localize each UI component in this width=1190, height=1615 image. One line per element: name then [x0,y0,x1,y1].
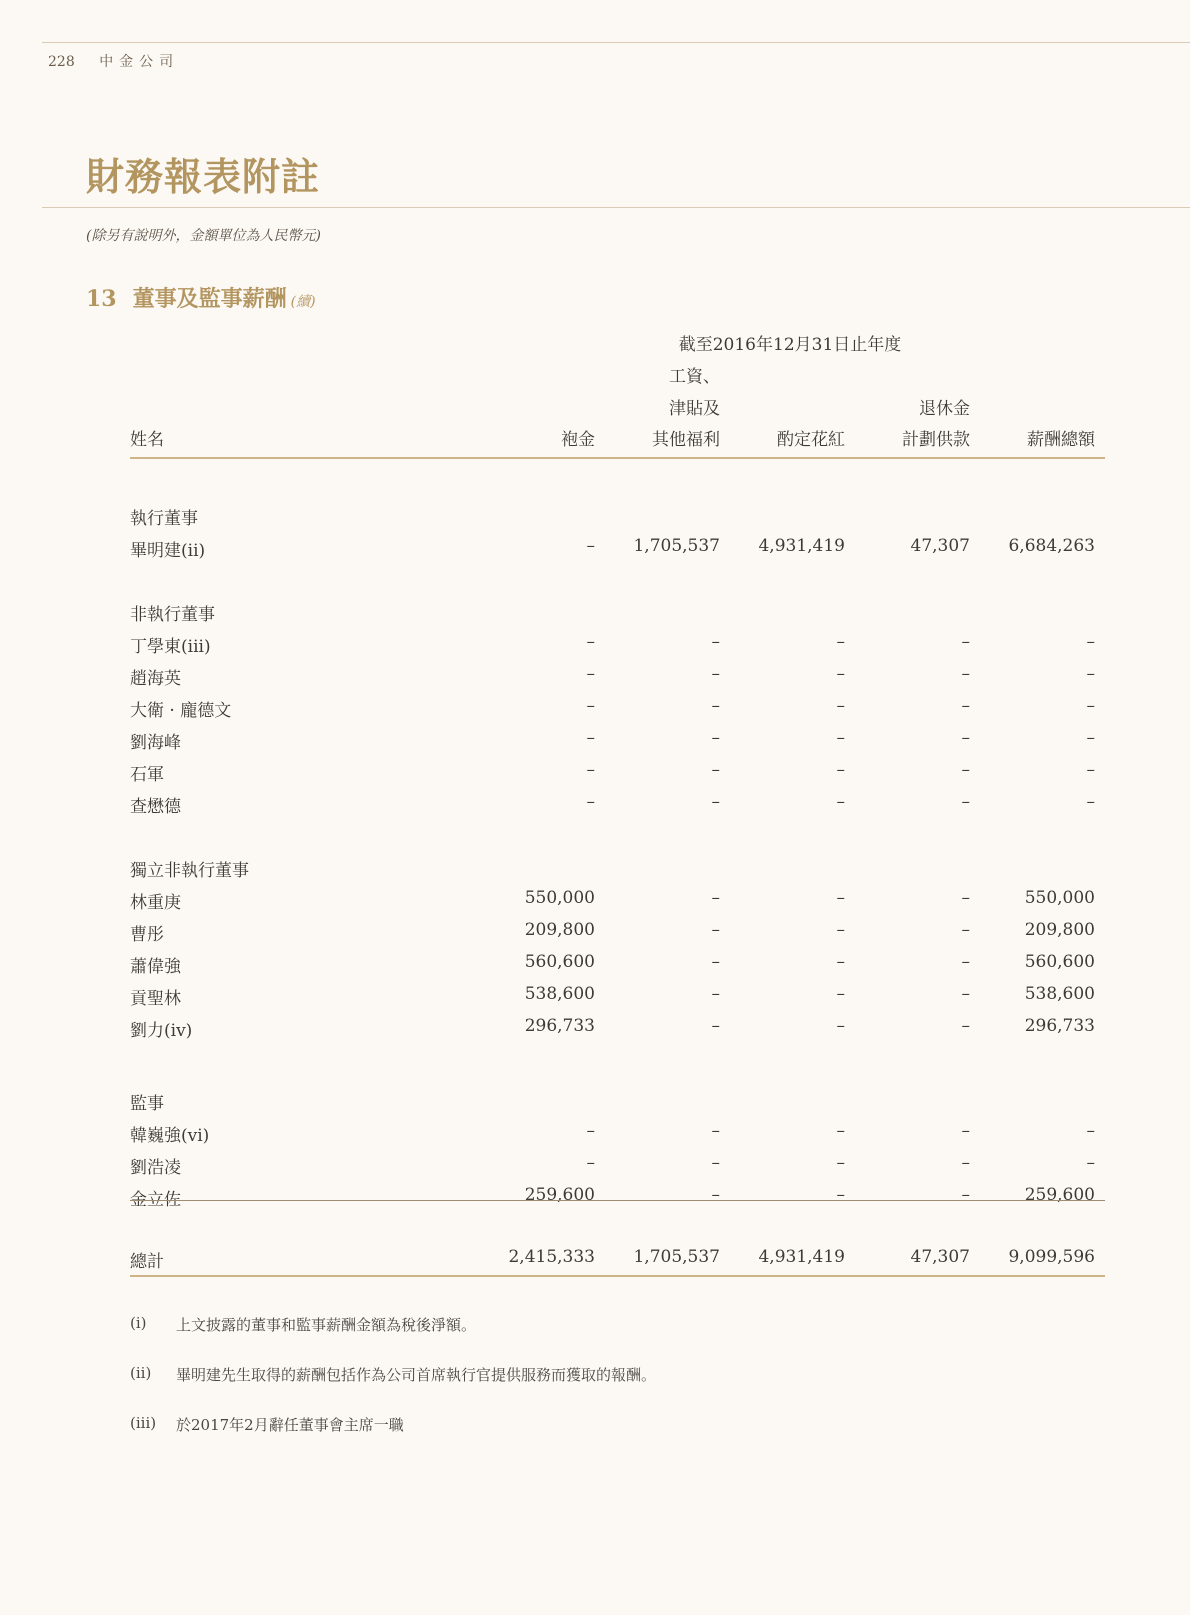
cell-bonus: – [836,952,845,972]
cell-pension: – [961,1185,970,1205]
cell-pension: – [961,632,970,652]
cell-total: 209,800 [1024,920,1095,940]
cell-salaries: – [711,1185,720,1205]
page-title: 財務報表附註 [86,154,321,199]
col-header-name: 姓名 [130,430,164,450]
cell-salaries: – [711,1153,720,1173]
company-name: 中金公司 [99,54,180,70]
row-name: 劉浩凌 [130,1158,181,1178]
cell-total: – [1086,696,1095,716]
cell-salaries: – [711,664,720,684]
cell-total: – [1086,632,1095,652]
row-name: 趙海英 [130,669,181,689]
cell-pension: – [961,696,970,716]
cell-total: 6,684,263 [1008,536,1095,556]
cell-total: 538,600 [1024,984,1095,1004]
row-name: 劉力(iv) [130,1021,193,1041]
row-name: 林重庚 [130,893,181,913]
cell-total: 560,600 [1024,952,1095,972]
row-name: 金立佐 [130,1190,181,1210]
cell-fees: – [586,1121,595,1141]
row-name: 畢明建(ii) [130,541,206,561]
cell-total: – [1086,728,1095,748]
cell-pension: – [961,1153,970,1173]
row-name: 韓巍強(vi) [130,1126,210,1146]
cell-pension: 47,307 [910,536,970,556]
cell-pension: – [961,888,970,908]
cell-total: – [1086,1153,1095,1173]
row-name: 曹彤 [130,925,164,945]
group-label: 非執行董事 [130,605,215,625]
cell-salaries: – [711,984,720,1004]
header-rule [42,42,1190,43]
cell-salaries: – [711,792,720,812]
cell-total: – [1086,760,1095,780]
cell-pension: – [961,1121,970,1141]
col-pension-line1: 退休金 [919,399,970,419]
cell-pension: – [961,760,970,780]
cell-fees: 560,600 [524,952,595,972]
total-total: 9,099,596 [1008,1247,1095,1267]
period-header: 截至2016年12月31日止年度 [678,335,902,355]
cell-bonus: – [836,760,845,780]
total-salaries: 1,705,537 [633,1247,720,1267]
cell-bonus: – [836,1121,845,1141]
cell-bonus: – [836,1153,845,1173]
cell-bonus: – [836,728,845,748]
section-title: 董事及監事薪酬 [132,286,287,312]
cell-bonus: – [836,664,845,684]
cell-fees: 259,600 [524,1185,595,1205]
cell-fees: – [586,696,595,716]
page-number: 228 [48,54,75,70]
cell-bonus: – [836,792,845,812]
row-name: 劉海峰 [130,733,181,753]
title-rule [42,207,1190,208]
cell-fees: – [586,760,595,780]
footnote-text: 於2017年2月辭任董事會主席一職 [176,1416,404,1434]
col-header-salaries: 其他福利 [652,430,720,450]
cell-fees: 296,733 [524,1016,595,1036]
cell-salaries: – [711,760,720,780]
col-header-total: 薪酬總額 [1027,430,1095,450]
cell-fees: 209,800 [524,920,595,940]
cell-bonus: – [836,920,845,940]
cell-fees: – [586,632,595,652]
cell-bonus: – [836,888,845,908]
row-name: 丁學東(iii) [130,637,211,657]
cell-total: 550,000 [1024,888,1095,908]
cell-total: 296,733 [1024,1016,1095,1036]
total-divider [130,1275,1105,1277]
cell-fees: – [586,728,595,748]
cell-salaries: – [711,632,720,652]
footnote-text: 上文披露的董事和監事薪酬金額為稅後淨額。 [176,1316,477,1334]
group-label: 獨立非執行董事 [130,861,249,881]
cell-total: – [1086,664,1095,684]
cell-bonus: – [836,632,845,652]
cell-salaries: – [711,920,720,940]
cell-pension: – [961,1016,970,1036]
group-label: 執行董事 [130,509,198,529]
page-header [48,51,179,71]
cell-fees: – [586,664,595,684]
cell-total: 259,600 [1024,1185,1095,1205]
cell-salaries: – [711,888,720,908]
footnote-marker: (ii) [130,1364,152,1382]
total-label: 總計 [130,1252,164,1272]
footnote-text: 畢明建先生取得的薪酬包括作為公司首席執行官提供服務而獲取的報酬。 [176,1366,657,1384]
footnote-marker: (i) [130,1314,147,1332]
cell-salaries: – [711,1016,720,1036]
header-divider [130,457,1105,459]
cell-pension: – [961,728,970,748]
col-header-fees: 袍金 [561,430,595,450]
cell-bonus: 4,931,419 [758,536,845,556]
cell-pension: – [961,920,970,940]
cell-fees: 550,000 [524,888,595,908]
row-name: 蕭偉強 [130,957,181,977]
body-divider [130,1200,1105,1201]
total-fees: 2,415,333 [508,1247,595,1267]
cell-salaries: – [711,696,720,716]
cell-bonus: – [836,1016,845,1036]
cell-pension: – [961,792,970,812]
col-salaries-line1: 工資、 [669,367,720,387]
footnote-marker: (iii) [130,1414,157,1432]
col-salaries-line2: 津貼及 [669,399,720,419]
cell-fees: – [586,536,595,556]
cell-bonus: – [836,984,845,1004]
cell-total: – [1086,1121,1095,1141]
cell-salaries: – [711,952,720,972]
cell-pension: – [961,984,970,1004]
section-heading [86,282,316,313]
section-number: 13 [86,286,117,312]
col-header-pension: 計劃供款 [902,430,970,450]
col-header-bonus: 酌定花紅 [777,430,845,450]
cell-salaries: 1,705,537 [633,536,720,556]
group-label: 監事 [130,1094,164,1114]
row-name: 大衛 · 龐德文 [130,701,232,721]
cell-pension: – [961,664,970,684]
currency-note: (除另有說明外，金額單位為人民幣元) [86,228,321,244]
cell-salaries: – [711,1121,720,1141]
total-pension: 47,307 [910,1247,970,1267]
row-name: 石軍 [130,765,164,785]
cell-total: – [1086,792,1095,812]
cell-salaries: – [711,728,720,748]
cell-pension: – [961,952,970,972]
row-name: 查懋德 [130,797,181,817]
cell-bonus: – [836,696,845,716]
section-continued: (續) [290,294,316,310]
cell-fees: 538,600 [524,984,595,1004]
cell-fees: – [586,792,595,812]
total-bonus: 4,931,419 [758,1247,845,1267]
cell-bonus: – [836,1185,845,1205]
row-name: 貢聖林 [130,989,181,1009]
cell-fees: – [586,1153,595,1173]
